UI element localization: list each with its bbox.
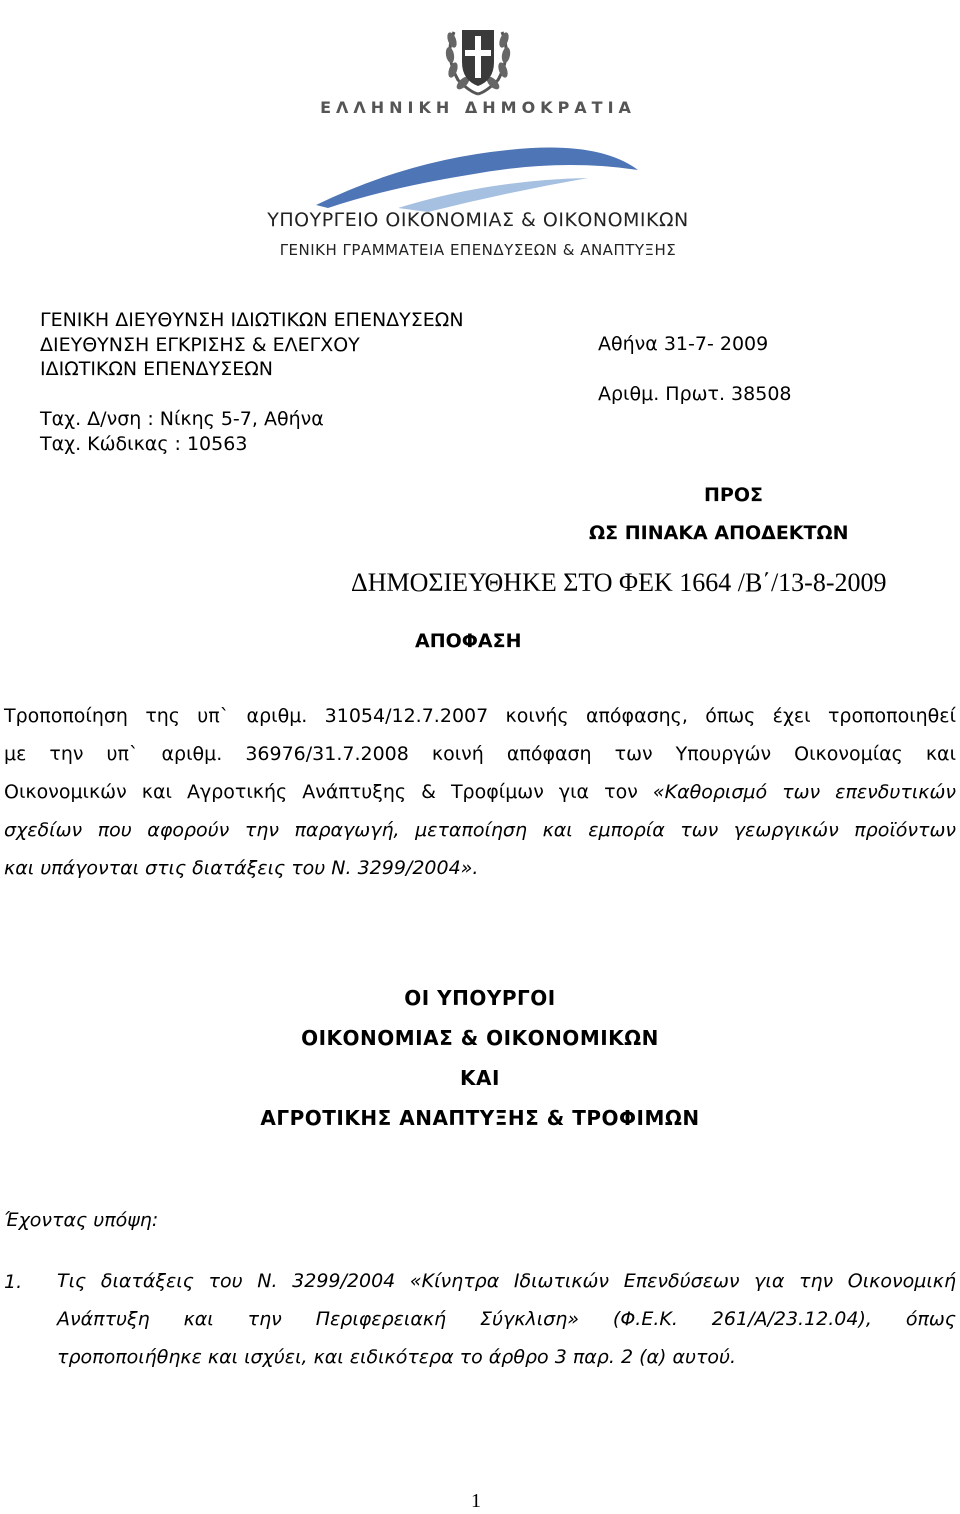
published-note: ΔΗΜΟΣΙΕΥΘΗΚΕ ΣΤΟ ΦΕΚ 1664 /Β΄/13-8-2009	[351, 568, 887, 597]
page-number: 1	[471, 1490, 481, 1512]
protocol-line: Αριθμ. Πρωτ. 38508	[598, 383, 792, 405]
decision-label: ΑΠΟΦΑΣΗ	[415, 630, 522, 652]
sender-line-2: ΔΙΕΥΘΥΝΣΗ ΕΓΚΡΙΣΗΣ & ΕΛΕΓΧΟΥ	[40, 334, 360, 356]
ministers-heading-3: ΚΑΙ	[460, 1066, 500, 1090]
sender-address: Ταχ. Δ/νση : Νίκης 5-7, Αθήνα	[40, 408, 324, 430]
coat-of-arms-icon	[208, 0, 748, 280]
svg-text:ΥΠΟΥΡΓΕΙΟ ΟΙΚΟΝΟΜΙΑΣ & ΟΙΚΟΝΟΜ: ΥΠΟΥΡΓΕΙΟ ΟΙΚΟΝΟΜΙΑΣ & ΟΙΚΟΝΟΜΙΚΩΝ	[267, 209, 689, 231]
svg-text:ΕΛΛΗΝΙΚΗ ΔΗΜΟΚΡΑΤΙΑ: ΕΛΛΗΝΙΚΗ ΔΗΜΟΚΡΑΤΙΑ	[320, 98, 636, 117]
subject-line-3-italic: «Καθορισμό των επενδυτικών	[652, 781, 956, 803]
sender-line-1: ΓΕΝΙΚΗ ΔΙΕΥΘΥΝΣΗ ΙΔΙΩΤΙΚΩΝ ΕΠΕΝΔΥΣΕΩΝ	[40, 309, 464, 331]
ministers-heading-1: ΟΙ ΥΠΟΥΡΓΟΙ	[404, 986, 556, 1010]
subject-line-3	[4, 773, 956, 811]
item-1-line-2: Ανάπτυξη και την Περιφερειακή Σύγκλιση» (Φ.Ε.Κ. 261/Α/23.12.04), όπως	[57, 1308, 956, 1330]
recipient-to: ΠΡΟΣ	[704, 484, 763, 506]
recipient-list: ΩΣ ΠΙΝΑΚΑ ΑΠΟΔΕΚΤΩΝ	[589, 522, 849, 544]
ministry-logo	[208, 0, 748, 280]
considering-label: Έχοντας υπόψη:	[4, 1209, 159, 1231]
item-1-number: 1.	[4, 1271, 23, 1293]
subject-line-3-plain: Οικονομικών και Αγροτικής Ανάπτυξης & Τροφίμων για τον	[4, 781, 653, 803]
sender-postcode: Ταχ. Κώδικας : 10563	[40, 433, 248, 455]
ministers-heading-2: ΟΙΚΟΝΟΜΙΑΣ & ΟΙΚΟΝΟΜΙΚΩΝ	[301, 1026, 659, 1050]
subject-line-4: σχεδίων που αφορούν την παραγωγή, μεταποίηση και εμπορία των γεωργικών προϊόντων	[4, 819, 956, 841]
subject-line-5: και υπάγονται στις διατάξεις του Ν. 3299/2004».	[4, 857, 479, 879]
ministers-heading-4: ΑΓΡΟΤΙΚΗΣ ΑΝΑΠΤΥΞΗΣ & ΤΡΟΦΙΜΩΝ	[260, 1106, 700, 1130]
subject-line-1: Τροποποίηση της υπ` αριθμ. 31054/12.7.2007 κοινής απόφασης, όπως έχει τροποποιηθεί	[4, 705, 956, 727]
subject-line-2: με την υπ` αριθμ. 36976/31.7.2008 κοινή απόφαση των Υπουργών Οικονομίας και	[4, 743, 956, 765]
sender-line-3: ΙΔΙΩΤΙΚΩΝ ΕΠΕΝΔΥΣΕΩΝ	[40, 358, 274, 380]
item-1-line-3: τροποποιήθηκε και ισχύει, και ειδικότερα το άρθρο 3 παρ. 2 (α) αυτού.	[57, 1346, 737, 1368]
svg-text:ΓΕΝΙΚΗ ΓΡΑΜΜΑΤΕΙΑ ΕΠΕΝΔΥΣΕΩΝ &: ΓΕΝΙΚΗ ΓΡΑΜΜΑΤΕΙΑ ΕΠΕΝΔΥΣΕΩΝ & ΑΝΑΠΤΥΞΗΣ	[279, 241, 677, 259]
item-1-line-1: Τις διατάξεις του Ν. 3299/2004 «Κίνητρα Ιδιωτικών Επενδύσεων για την Οικονομική	[57, 1270, 956, 1292]
date-line: Αθήνα 31-7- 2009	[598, 333, 769, 355]
